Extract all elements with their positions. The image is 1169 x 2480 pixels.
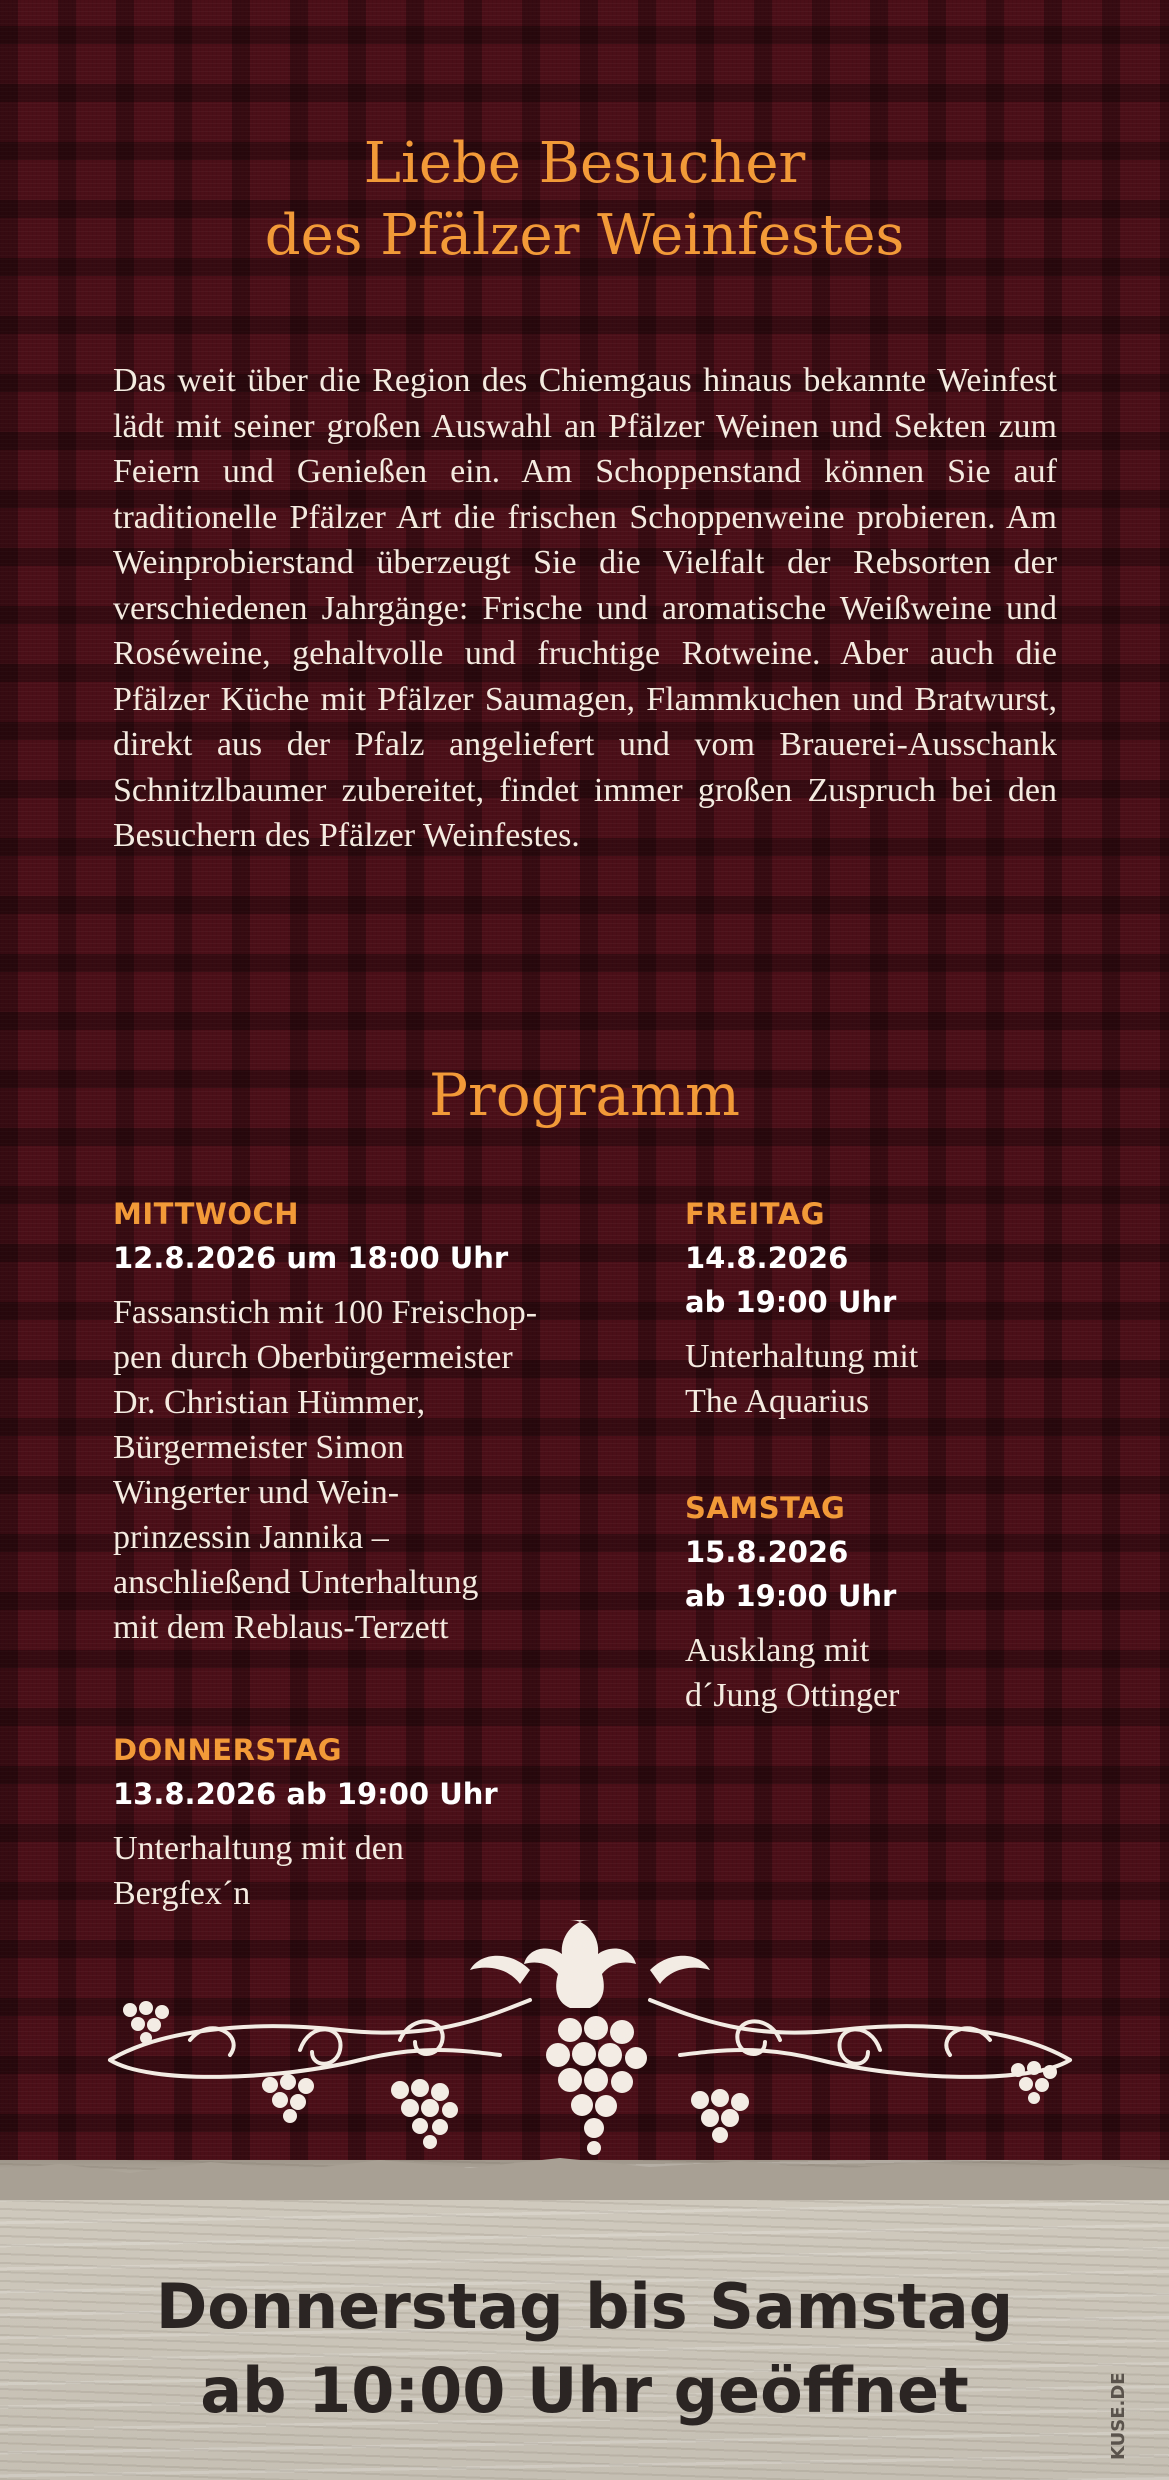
event-freitag-desc-line: Unterhaltung mit (685, 1338, 919, 1375)
credit-text: KUSE.DE (1108, 2372, 1129, 2460)
event-samstag (685, 1486, 1105, 1718)
event-mittwoch-desc-line: anschließend Unterhaltung (113, 1564, 479, 1601)
intro-paragraph: Das weit über die Region des Chiemgaus hinaus bekannte Weinfest lädt mit seiner großen Auswahl an Pfälzer Weinen und Sekten zum Feiern und Genießen ein. Am Schoppenstand können Sie auf traditionelle Pfälzer Art die frischen Schoppenweine probieren. Am Weinprobierstand überzeugt Sie die Vielfalt der Rebsorten der verschiedenen Jahrgänge: Frische und aromatische Weißweine und Roséweine, gehaltvolle und fruchtige Rotweine. Aber auch die Pfälzer Küche mit Pfälzer Saumagen, Flammkuchen und Bratwurst, direkt aus der Pfalz angeliefert und vom Brauerei-Ausschank Schnitzlbaumer zubereitet, findet immer großen Zuspruch bei den Besuchern des Pfälzer Weinfestes. (113, 362, 1057, 854)
event-freitag (685, 1192, 1105, 1424)
event-freitag-date (685, 1236, 1105, 1324)
event-samstag-time-line: ab 19:00 Uhr (685, 1579, 897, 1613)
grape-vine-ornament-icon (100, 1910, 1080, 2160)
event-samstag-date-line: 15.8.2026 (685, 1535, 849, 1569)
event-samstag-day: SAMSTAG (685, 1491, 846, 1525)
opening-hours-line-2: ab 10:00 Uhr geöffnet (200, 2354, 969, 2427)
event-mittwoch-day: MITTWOCH (113, 1197, 300, 1231)
event-samstag-desc-line: Ausklang mit (685, 1632, 870, 1669)
grape-cluster-icon (546, 2016, 647, 2155)
event-freitag-time-line: ab 19:00 Uhr (685, 1285, 897, 1319)
event-donnerstag-desc-line: Unterhaltung mit den (113, 1830, 404, 1867)
wood-edge (0, 2140, 1169, 2200)
event-mittwoch-date: 12.8.2026 um 18:00 Uhr (113, 1241, 509, 1275)
event-mittwoch-desc-line: Bürgermeister Simon (113, 1429, 405, 1466)
event-donnerstag-date: 13.8.2026 ab 19:00 Uhr (113, 1777, 498, 1811)
event-mittwoch-description (113, 1290, 633, 1650)
event-donnerstag-description (113, 1826, 633, 1916)
event-freitag-description (685, 1334, 1105, 1424)
opening-hours (0, 2265, 1169, 2433)
event-freitag-date-line: 14.8.2026 (685, 1241, 849, 1275)
event-donnerstag (113, 1728, 633, 1916)
event-freitag-desc-line: The Aquarius (685, 1383, 870, 1420)
page-title-line-2: des Pfälzer Weinfestes (264, 203, 905, 268)
event-mittwoch-desc-line: Wingerter und Wein- (113, 1474, 400, 1511)
event-donnerstag-desc-line: Bergfex´n (113, 1875, 251, 1912)
opening-hours-line-1: Donnerstag bis Samstag (155, 2270, 1014, 2343)
event-mittwoch-desc-line: Dr. Christian Hümmer, (113, 1384, 426, 1421)
page-title-line-1: Liebe Besucher (363, 131, 806, 196)
event-mittwoch-desc-line: prinzessin Jannika – (113, 1519, 389, 1556)
event-mittwoch-desc-line: pen durch Oberbürgermeister (113, 1339, 513, 1376)
event-donnerstag-day: DONNERSTAG (113, 1733, 343, 1767)
page-title (0, 128, 1169, 272)
event-mittwoch-desc-line: mit dem Reblaus-Terzett (113, 1609, 449, 1646)
event-samstag-desc-line: d´Jung Ottinger (685, 1677, 900, 1714)
program-title: Programm (428, 1061, 741, 1129)
event-samstag-date (685, 1530, 1105, 1618)
event-samstag-description (685, 1628, 1105, 1718)
event-freitag-day: FREITAG (685, 1197, 826, 1231)
event-mittwoch (113, 1192, 633, 1650)
event-mittwoch-desc-line: Fassanstich mit 100 Freischop- (113, 1294, 538, 1331)
